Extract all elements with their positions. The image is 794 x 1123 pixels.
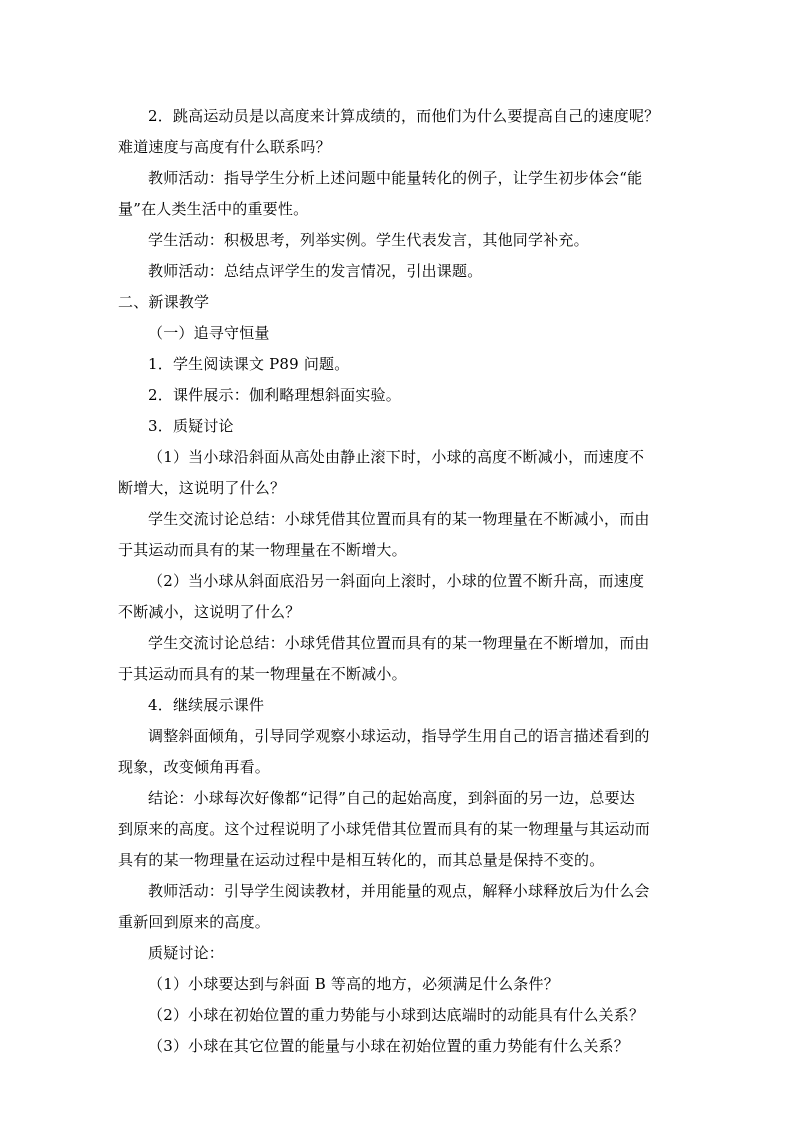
text-line: 断增大，这说明了什么？ (118, 479, 286, 497)
text-line: （2）当小球从斜面底沿另一斜面向上滚时，小球的位置不断升高，而速度 (148, 572, 645, 590)
text-line: 教师活动：指导学生分析上述问题中能量转化的例子，让学生初步体会“能 (148, 169, 643, 187)
text-line: 于其运动而具有的某一物理量在不断增大。 (118, 541, 407, 559)
text-line: 2．跳高运动员是以高度来计算成绩的，而他们为什么要提高自己的速度呢？ (148, 107, 660, 125)
text-line: （1）小球要达到与斜面 B 等高的地方，必须满足什么条件？ (148, 975, 559, 993)
text-line: 质疑讨论： (148, 944, 225, 962)
text-line: 重新回到原来的高度。 (118, 913, 271, 931)
text-line: 不断减小，这说明了什么？ (118, 603, 301, 621)
text-line: 现象，改变倾角再看。 (118, 758, 271, 776)
text-line: 学生交流讨论总结：小球凭借其位置而具有的某一物理量在不断增加，而由 (148, 634, 650, 652)
text-line: （3）小球在其它位置的能量与小球在初始位置的重力势能有什么关系？ (148, 1037, 629, 1055)
text-line: 量”在人类生活中的重要性。 (118, 200, 309, 218)
text-line: 到原来的高度。这个过程说明了小球凭借其位置而具有的某一物理量与其运动而 (118, 820, 651, 838)
text-line: 难道速度与高度有什么联系吗？ (118, 138, 331, 156)
text-line: （2）小球在初始位置的重力势能与小球到达底端时的动能具有什么关系？ (148, 1006, 645, 1024)
text-line: 学生交流讨论总结：小球凭借其位置而具有的某一物理量在不断减小，而由 (148, 510, 650, 528)
section-heading: 二、新课教学 (118, 293, 210, 311)
text-line: （1）当小球沿斜面从高处由静止滚下时，小球的高度不断减小，而速度不 (148, 448, 645, 466)
text-line: 2．课件展示：伽利略理想斜面实验。 (148, 386, 401, 404)
text-line: 3．质疑讨论 (148, 417, 234, 435)
text-line: 于其运动而具有的某一物理量在不断减小。 (118, 665, 407, 683)
text-line: 4．继续展示课件 (148, 696, 265, 714)
text-line: 调整斜面倾角，引导同学观察小球运动，指导学生用自己的语言描述看到的 (148, 727, 650, 745)
text-line: 具有的某一物理量在运动过程中是相互转化的，而其总量是保持不变的。 (118, 851, 605, 869)
text-line: 教师活动：引导学生阅读教材，并用能量的观点，解释小球释放后为什么会 (148, 882, 650, 900)
text-line: 教师活动：总结点评学生的发言情况，引出课题。 (148, 262, 483, 280)
text-line: 1．学生阅读课文 P89 问题。 (148, 355, 350, 373)
subsection-heading: （一）追寻守恒量 (148, 324, 270, 342)
text-line: 结论：小球每次好像都“记得”自己的起始高度，到斜面的另一边，总要达 (148, 789, 635, 807)
text-line: 学生活动：积极思考，列举实例。学生代表发言，其他同学补充。 (148, 231, 589, 249)
document-body (118, 101, 690, 1062)
